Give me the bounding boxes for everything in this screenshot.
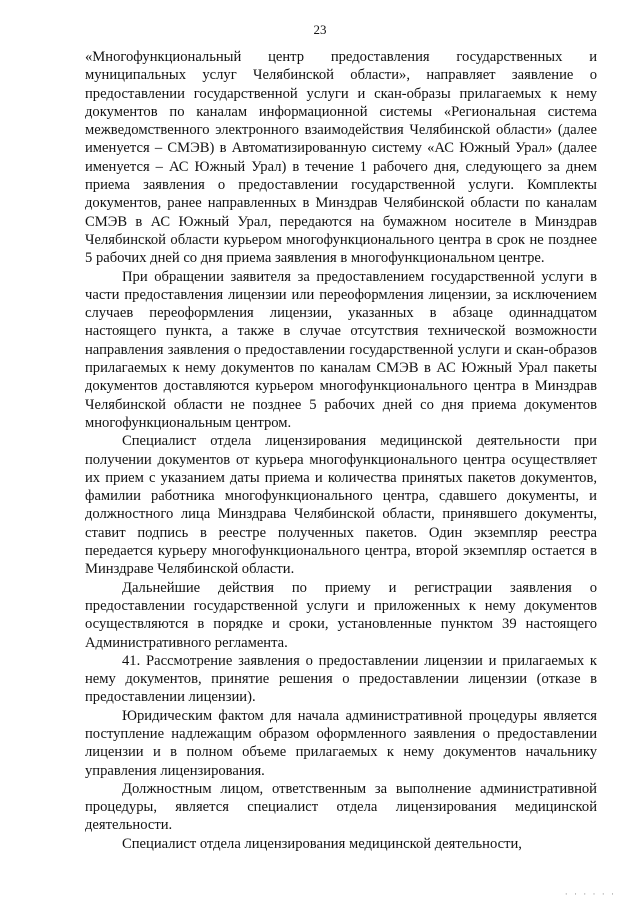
paragraph-mfc-transfer: «Многофункциональный центр предоставления государственных и муниципальных услуг Челябинской области», направляет заявление о предоставлении государственной услуги и скан-образы прилагаемых к нему документов по каналам информационной системы «Региональная система межведомственного электронного взаимодействия Челябинской области» (далее именуется – СМЭВ) в Автоматизированную систему «АС Южный Урал» (далее именуется – АС Южный Урал) в течение 1 рабочего дня, следующего за днем приема заявления о предоставлении государственной услуги. Комплекты документов, ранее направленных в Минздрав Челябинской области по каналам СМЭВ в АС Южный Урал, передаются на бумажном носителе в Минздрав Челябинской области курьером многофункционального центра в срок не позднее 5 рабочих дней со дня приема заявления в многофункциональном центре. bbox=[85, 49, 597, 267]
paragraph-further-actions: Дальнейшие действия по приему и регистрации заявления о предоставлении государственной услуги и приложенных к нему документов осуществляются в порядке и сроки, установленные пунктом 39 настоящего Административного регламента. bbox=[85, 579, 597, 651]
document-body bbox=[85, 48, 597, 853]
paragraph-specialist-continued: Специалист отдела лицензирования медицинской деятельности, bbox=[122, 835, 522, 852]
paragraph-courier-delivery: При обращении заявителя за предоставлением государственной услуги в части предоставления лицензии или переоформления лицензии, за исключением случаев переоформления лицензии, указанных в абзаце одиннадцатом настоящего пункта, а также в случае отсутствия технической возможности направления заявления о предоставлении государственной услуги и скан-образов прилагаемых к нему документов по каналам СМЭВ в АС Южный Урал пакеты документов доставляются курьером многофункционального центра в Минздрав Челябинской области не позднее 5 рабочих дней со дня приема документов многофункциональным центром. bbox=[85, 268, 597, 431]
paragraph-responsible-official: Должностным лицом, ответственным за выполнение административной процедуры, является специалист отдела лицензирования медицинской деятельности. bbox=[85, 780, 597, 834]
page-number: 23 bbox=[313, 22, 327, 37]
paragraph-clause-41: 41. Рассмотрение заявления о предоставлении лицензии и прилагаемых к нему документов, принятие решения о предоставлении лицензии (отказе в предоставлении лицензии). bbox=[85, 652, 597, 706]
scan-footer-marks: · · · · · · bbox=[564, 889, 616, 899]
paragraph-specialist-receipt: Специалист отдела лицензирования медицинской деятельности при получении документов от курьера многофункционального центра осуществляет их прием с указанием даты приема и количества принятых пакетов документов, фамилии работника многофункционального центра, сдавшего документы, и должностного лица Минздрава Челябинской области, принявшего документы, ставит подпись в реестре полученных пакетов. Один экземпляр реестра передается курьеру многофункционального центра, второй экземпляр остается в Минздраве Челябинской области. bbox=[85, 433, 597, 578]
paragraph-legal-fact: Юридическим фактом для начала административной процедуры является поступление надлежащим образом оформленного заявления о предоставлении лицензии и в полном объеме прилагаемых к нему документов начальнику управления лицензирования. bbox=[85, 707, 597, 779]
